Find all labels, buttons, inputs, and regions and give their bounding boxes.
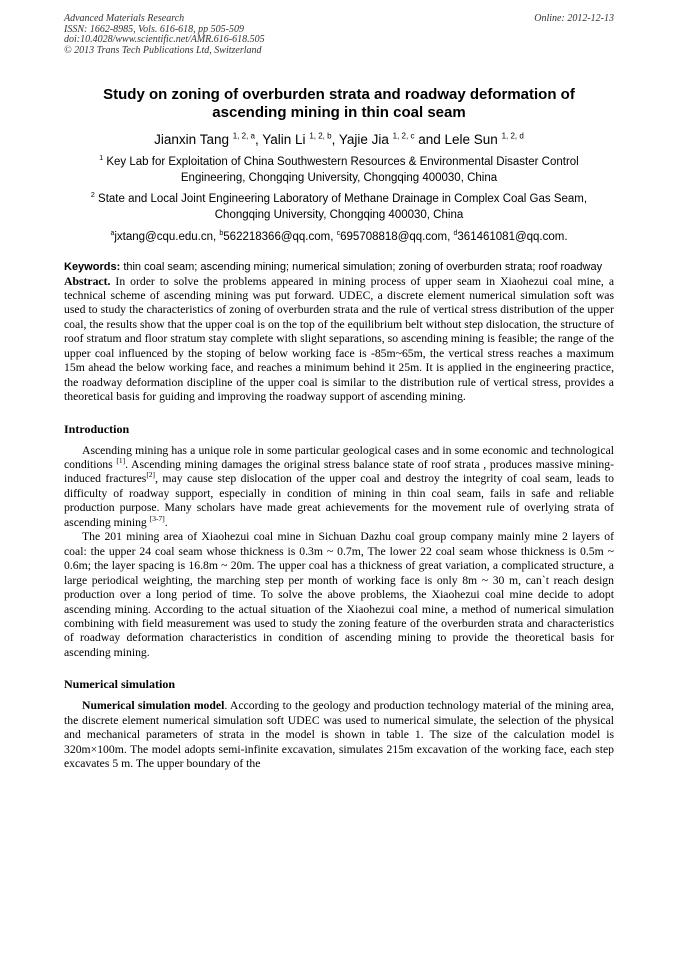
- paper-title: [64, 86, 614, 122]
- journal-doi[interactable]: doi:10.4028/www.scientific.net/AMR.616-618.505: [64, 34, 265, 45]
- email-sup: b: [219, 230, 224, 238]
- email-sup: c: [336, 230, 341, 238]
- email-sup: d: [453, 230, 458, 238]
- abstract-label: Abstract.: [64, 274, 111, 288]
- abstract-text: In order to solve the problems appeared in mining process of upper seam in Xiaohezui coal mine, a technical scheme of ascending mining was put forward. UDEC, a discrete element numerical simulation soft was used to study the characteristics of zoning of overburden strata and the rule of vertical stress distribution of the upper coal, the results show that the upper coal is on the top of the equilibrium belt without step dislocation, the structure of roof stratum and floor stratum stay complete with slight separations, so ascending mining is feasible; the range of the upper coal influenced by the stoping of below working face is -85m~65m, the vertical stress reaches a maximum 15m ahead the below working face, and reaches a minimum behind it 25m. It is applied in the engineering practice, the roadway deformation discipline of the upper coal is similar to the distribution rule of vertical stress, provides a theoretical basis for guiding and improving the roadway support of ascending mining.: [64, 274, 615, 404]
- introduction-paragraph-2: The 201 mining area of Xiaohezui coal mine in Sichuan Dazhu coal group company mainly mine 2 layers of coal: the upper 24 coal seam whose thickness is 0.3m ~ 0.7m, The lower 22 coal seam whose thickness is 0.5m ~ 0.6m; the layer spacing is 16.8m ~ 20m. The upper coal has a thickness of great variation, a complicated structure, a large periodical weighting, the marching step per month of working face is only 8m ~ 30 m, can`t reach design production over a long period of time. To solve the above problems, the Xiaohezui coal mine decide to adopt ascending mining. According to the actual situation of the Xiaohezui coal mine, a method of numerical simulation combining with field measurement was used to study the zoning feature of the overburden strata and characteristics of roadway deformation characteristics in condition of ascending mining to provide the theoretical basis for ascending mining.: [64, 530, 614, 659]
- author-affil-sup: 1, 2, c: [392, 131, 415, 141]
- keywords-label: Keywords:: [64, 261, 121, 273]
- keywords: [64, 260, 614, 275]
- citation-ref[interactable]: [1]: [116, 456, 126, 466]
- affiliation-line: Engineering, Chongqing University, Chongqing 400030, China: [180, 171, 498, 184]
- introduction-paragraph-1: [64, 444, 614, 531]
- email-link[interactable]: 361461081@qq.com.: [457, 231, 568, 243]
- journal-issn: ISSN: 1662-8985, Vols. 616-618, pp 505-509: [64, 23, 244, 35]
- author-separator: ,: [255, 132, 259, 147]
- author-list: [64, 131, 614, 149]
- affiliation-2: [64, 192, 614, 223]
- paper-title-line-2: ascending mining in thin coal seam: [212, 104, 466, 121]
- online-date: Online: 2012-12-13: [534, 13, 614, 24]
- affiliation-line: State and Local Joint Engineering Laboratory of Methane Drainage in Complex Coal Gas Seam,: [98, 193, 588, 205]
- affiliation-number: 1: [99, 155, 104, 163]
- citation-ref[interactable]: [3-7]: [149, 513, 165, 523]
- author-name: Jianxin Tang: [154, 132, 229, 147]
- numerical-paragraph-1: [64, 699, 614, 771]
- journal-copyright: © 2013 Trans Tech Publications Ltd, Switzerland: [64, 44, 262, 56]
- paragraph-text: Ascending mining has a unique role in some particular geological cases and in some economic and technological conditions: [64, 443, 614, 472]
- affiliation-line: Chongqing University, Chongqing 400030, China: [214, 208, 464, 221]
- affiliation-1: [64, 155, 614, 186]
- citation-ref[interactable]: [2]: [146, 470, 156, 480]
- journal-name: Advanced Materials Research: [64, 13, 185, 24]
- abstract: [64, 275, 614, 405]
- author-separator: ,: [331, 132, 336, 147]
- author-separator-and: and: [418, 132, 441, 147]
- email-link[interactable]: 562218366@qq.com,: [223, 231, 334, 243]
- paper-page: [64, 14, 614, 772]
- email-link[interactable]: jxtang@cqu.edu.cn,: [114, 231, 217, 243]
- paragraph-text: . According to the geology and production technology material of the mining area, the discrete element numerical simulation soft UDEC was used to numerical simulate, the selection of the physical and mechanical parameters of strata in the model is shown in table 1. The size of the calculation model is 320m×100m. The model adopts semi-infinite excavation, simulates 215m excavation of the working face, each step excavates 5 m. The upper boundary of the: [64, 699, 614, 771]
- email-list: [64, 230, 614, 245]
- author-affil-sup: 1, 2, a: [232, 131, 255, 141]
- paragraph-text: , may cause step dislocation of the upper coal and destroy the integrity of coal seam, leads to difficulty of roadway support, especially in condition of mining in thin coal seam, fails in safe and reliable production purpose. Many scholars have made great achievements for the movement rule of overlying strata of ascending mining: [64, 472, 615, 529]
- paper-title-line-1: Study on zoning of overburden strata and roadway deformation of: [103, 86, 575, 103]
- section-heading-introduction: Introduction: [64, 421, 130, 436]
- section-heading-numerical-simulation: Numerical simulation: [64, 677, 175, 692]
- email-sup: a: [110, 230, 115, 238]
- author-name: Yajie Jia: [338, 132, 389, 147]
- journal-header: [64, 14, 614, 56]
- keywords-text: thin coal seam; ascending mining; numerical simulation; zoning of overburden strata; roof roadway: [123, 261, 603, 273]
- paragraph-text: .: [164, 515, 168, 529]
- affiliation-line: Key Lab for Exploitation of China Southwestern Resources & Environmental Disaster Control: [106, 156, 579, 168]
- author-affil-sup: 1, 2, d: [501, 131, 524, 141]
- author-affil-sup: 1, 2, b: [309, 131, 332, 141]
- subsection-lead: Numerical simulation model: [82, 699, 225, 713]
- affiliation-number: 2: [90, 192, 95, 200]
- author-name: Lele Sun: [444, 132, 498, 147]
- email-link[interactable]: 695708818@qq.com,: [340, 231, 451, 243]
- author-name: Yalin Li: [262, 132, 306, 147]
- paragraph-text: . Ascending mining damages the original stress balance state of roof strata , produces massive mining-induced fractures: [64, 458, 615, 486]
